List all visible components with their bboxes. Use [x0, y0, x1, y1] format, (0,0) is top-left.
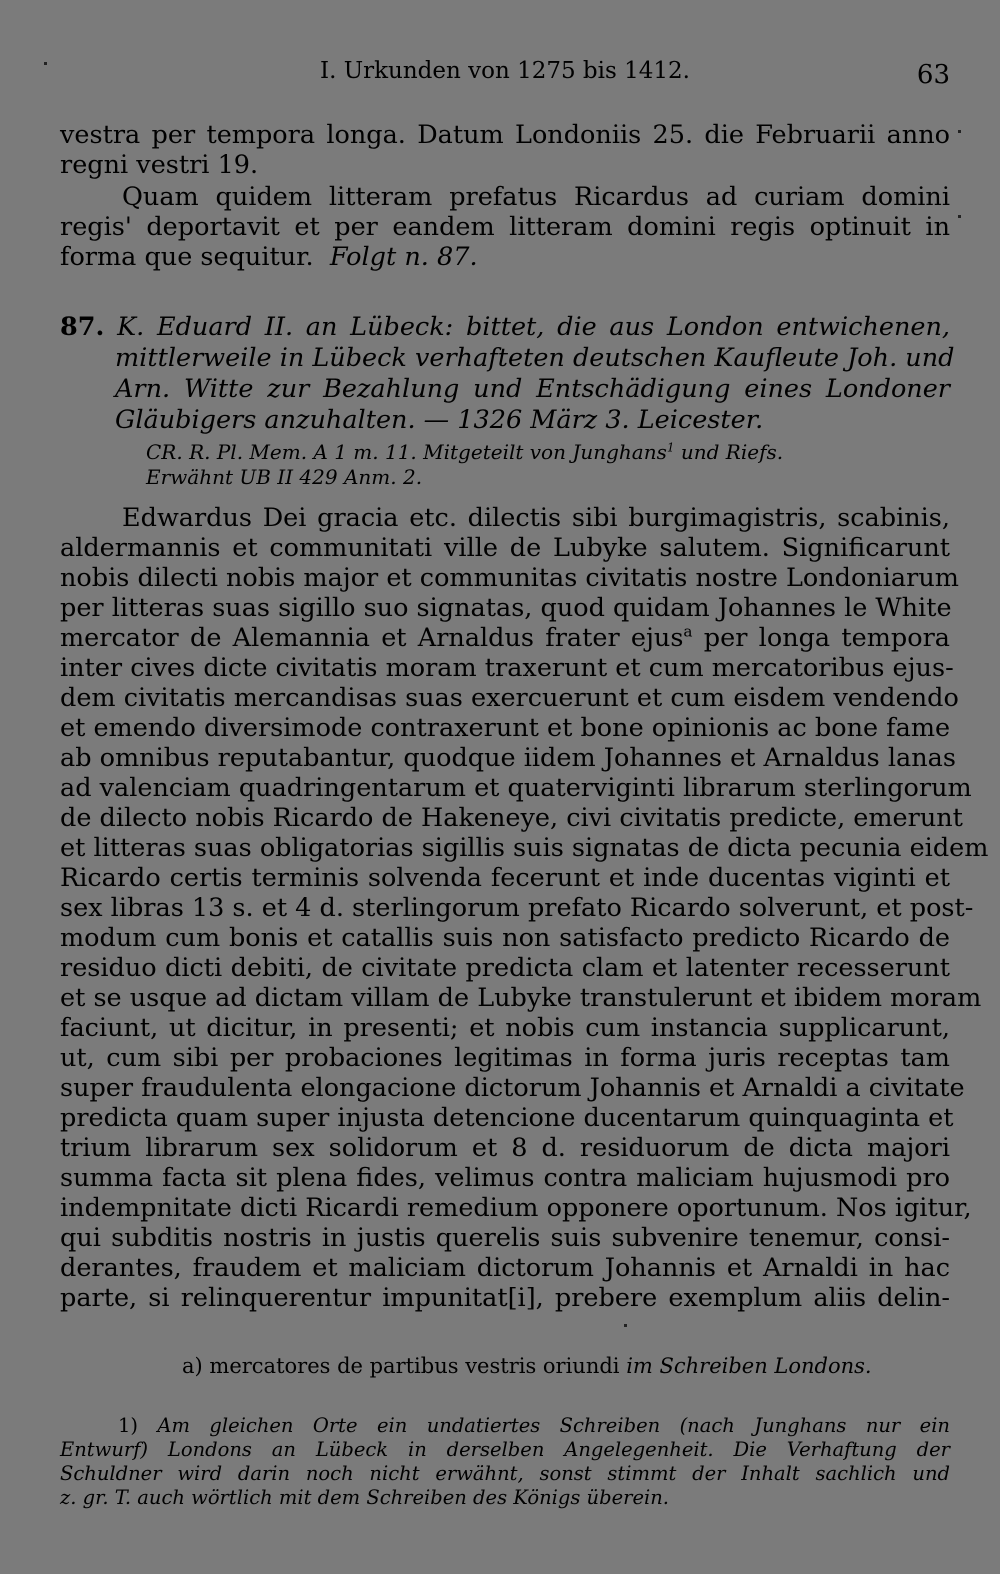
text-line: parte, si relinquerentur impunitat[i], prebere exemplum aliis delin-	[60, 1283, 950, 1313]
text-line: derantes, fraudem et maliciam dictorum Johannis et Arnaldi in hac	[60, 1253, 950, 1283]
footnote-1	[60, 1414, 950, 1510]
page-number: 63	[916, 60, 950, 90]
footnote-line: z. gr. T. auch wörtlich mit dem Schreiben des Königs überein.	[60, 1486, 669, 1509]
footnote-a	[60, 1352, 950, 1380]
text-line: vestra per tempora longa. Datum Londoniis 25. die Februarii anno	[60, 120, 950, 150]
document-body	[60, 503, 989, 1313]
running-title: I. Urkunden von 1275 bis 1412.	[320, 58, 690, 84]
text-line: ut, cum sibi per probaciones legitimas in forma juris receptas tam	[60, 1043, 950, 1073]
footnote-line: Schuldner wird darin noch nicht erwähnt, sonst stimmt der Inhalt sachlich und	[60, 1462, 950, 1485]
source-text: und Riefs.	[674, 440, 784, 464]
scan-speck	[958, 215, 961, 218]
scan-speck	[624, 1324, 627, 1327]
text-line: residuo dicti debiti, de civitate predicta clam et latenter recesserunt	[60, 953, 950, 983]
text-line: super fraudulenta elongacione dictorum Johannis et Arnaldi a civitate	[60, 1073, 965, 1103]
text-line: ad valenciam quadringentarum et quaterviginti librarum sterlingorum	[60, 773, 972, 803]
regest-text: K. Eduard II. an Lübeck: bittet, die aus London entwichenen,	[117, 312, 950, 342]
text-line	[60, 242, 950, 272]
regest-line: Arn. Witte zur Bezahlung und Entschädigung eines Londoner	[115, 374, 950, 404]
text-line: modum cum bonis et catallis suis non satisfacto predicto Ricardo de	[60, 923, 950, 953]
text-line: qui subditis nostris in justis querelis suis subvenire tenemur, consi-	[60, 1223, 950, 1253]
scan-speck	[44, 62, 47, 65]
text-line: et emendo diversimode contraxerunt et bone opinionis ac bone fame	[60, 713, 951, 743]
text-fragment: per longa tempora	[692, 623, 950, 653]
text-line: aldermannis et communitati ville de Lubyke salutem. Significarunt	[60, 533, 950, 563]
text-line: dem civitatis mercandisas suas exercuerunt et cum eisdem vendendo	[60, 683, 959, 713]
scan-speck	[958, 130, 961, 133]
text-line: nobis dilecti nobis major et communitas civitatis nostre Londoniarum	[60, 563, 959, 593]
footnote-note: im Schreiben Londons.	[626, 1354, 872, 1378]
text-line: et litteras suas obligatorias sigillis suis signatas de dicta pecunia eidem	[60, 833, 989, 863]
footnote-text: mercatores de partibus vestris oriundi	[209, 1354, 620, 1378]
text-line: Ricardo certis terminis solvenda fecerunt et inde ducentas viginti et	[60, 863, 950, 893]
source-line	[60, 440, 950, 465]
footnote-text: Am gleichen Orte ein undatiertes Schreiben (nach Junghans nur ein	[157, 1414, 950, 1437]
regest-line: Gläubigers anzuhalten. — 1326 März 3. Leicester.	[115, 405, 764, 435]
text-line: summa facta sit plena fides, velimus contra maliciam hujusmodi pro	[60, 1163, 950, 1193]
footnote-label: a)	[182, 1354, 203, 1378]
text-line: indempnitate dicti Ricardi remedium opponere oportunum. Nos igitur,	[60, 1193, 972, 1223]
text-line: regni vestri 19.	[60, 150, 259, 180]
text-line: inter cives dicte civitatis moram traxerunt et cum mercatoribus ejus-	[60, 653, 954, 683]
text-line: ab omnibus reputabantur, quodque iidem Johannes et Arnaldus lanas	[60, 743, 956, 773]
footnote-line	[60, 1352, 950, 1380]
running-header	[60, 58, 950, 92]
quam-paragraph	[60, 182, 950, 272]
footnote-line	[60, 1414, 950, 1438]
footnote-ref: a	[683, 622, 693, 641]
text-line: Edwardus Dei gracia etc. dilectis sibi burgimagistris, scabinis,	[122, 503, 950, 533]
source-info	[60, 440, 950, 490]
source-text: CR. R. Pl. Mem. A 1 m. 11. Mitgeteilt von Junghans	[146, 440, 667, 464]
text-line: de dilecto nobis Ricardo de Hakeneye, civi civitatis predicte, emerunt	[60, 803, 963, 833]
text-line: predicta quam super injusta detencione ducentarum quinquaginta et	[60, 1103, 954, 1133]
text-line: per litteras suas sigillo suo signatas, quod quidam Johannes le White	[60, 593, 952, 623]
document-regest	[60, 312, 955, 436]
text-fragment: forma que sequitur.	[60, 242, 314, 272]
footnote-label: 1)	[118, 1414, 139, 1437]
text-line: regis' deportavit et per eandem litteram domini regis optinuit in	[60, 212, 950, 242]
footnote-ref: 1	[666, 440, 675, 455]
text-fragment: mercator de Alemannia et Arnaldus frater ejus	[60, 623, 684, 653]
text-line: faciunt, ut dicitur, in presenti; et nobis cum instancia supplicarunt,	[60, 1013, 950, 1043]
editorial-note: Folgt n. 87.	[329, 242, 478, 272]
text-line: trium librarum sex solidorum et 8 d. residuorum de dicta majori	[60, 1133, 950, 1163]
mentioned-line: Erwähnt UB II 429 Anm. 2.	[146, 465, 423, 489]
regest-line: mittlerweile in Lübeck verhafteten deutschen Kaufleute Joh. und	[115, 343, 955, 373]
footnote-line: Entwurf) Londons an Lübeck in derselben Angelegenheit. Die Verhaftung der	[60, 1438, 950, 1461]
continuation-text	[60, 120, 950, 180]
text-line: Quam quidem litteram prefatus Ricardus ad curiam domini	[122, 182, 950, 212]
document-number: 87.	[60, 312, 105, 342]
text-line: et se usque ad dictam villam de Lubyke transtulerunt et ibidem moram	[60, 983, 982, 1013]
regest-line	[60, 312, 950, 343]
text-line: sex libras 13 s. et 4 d. sterlingorum prefato Ricardo solverunt, et post-	[60, 893, 974, 923]
text-line	[60, 623, 950, 653]
